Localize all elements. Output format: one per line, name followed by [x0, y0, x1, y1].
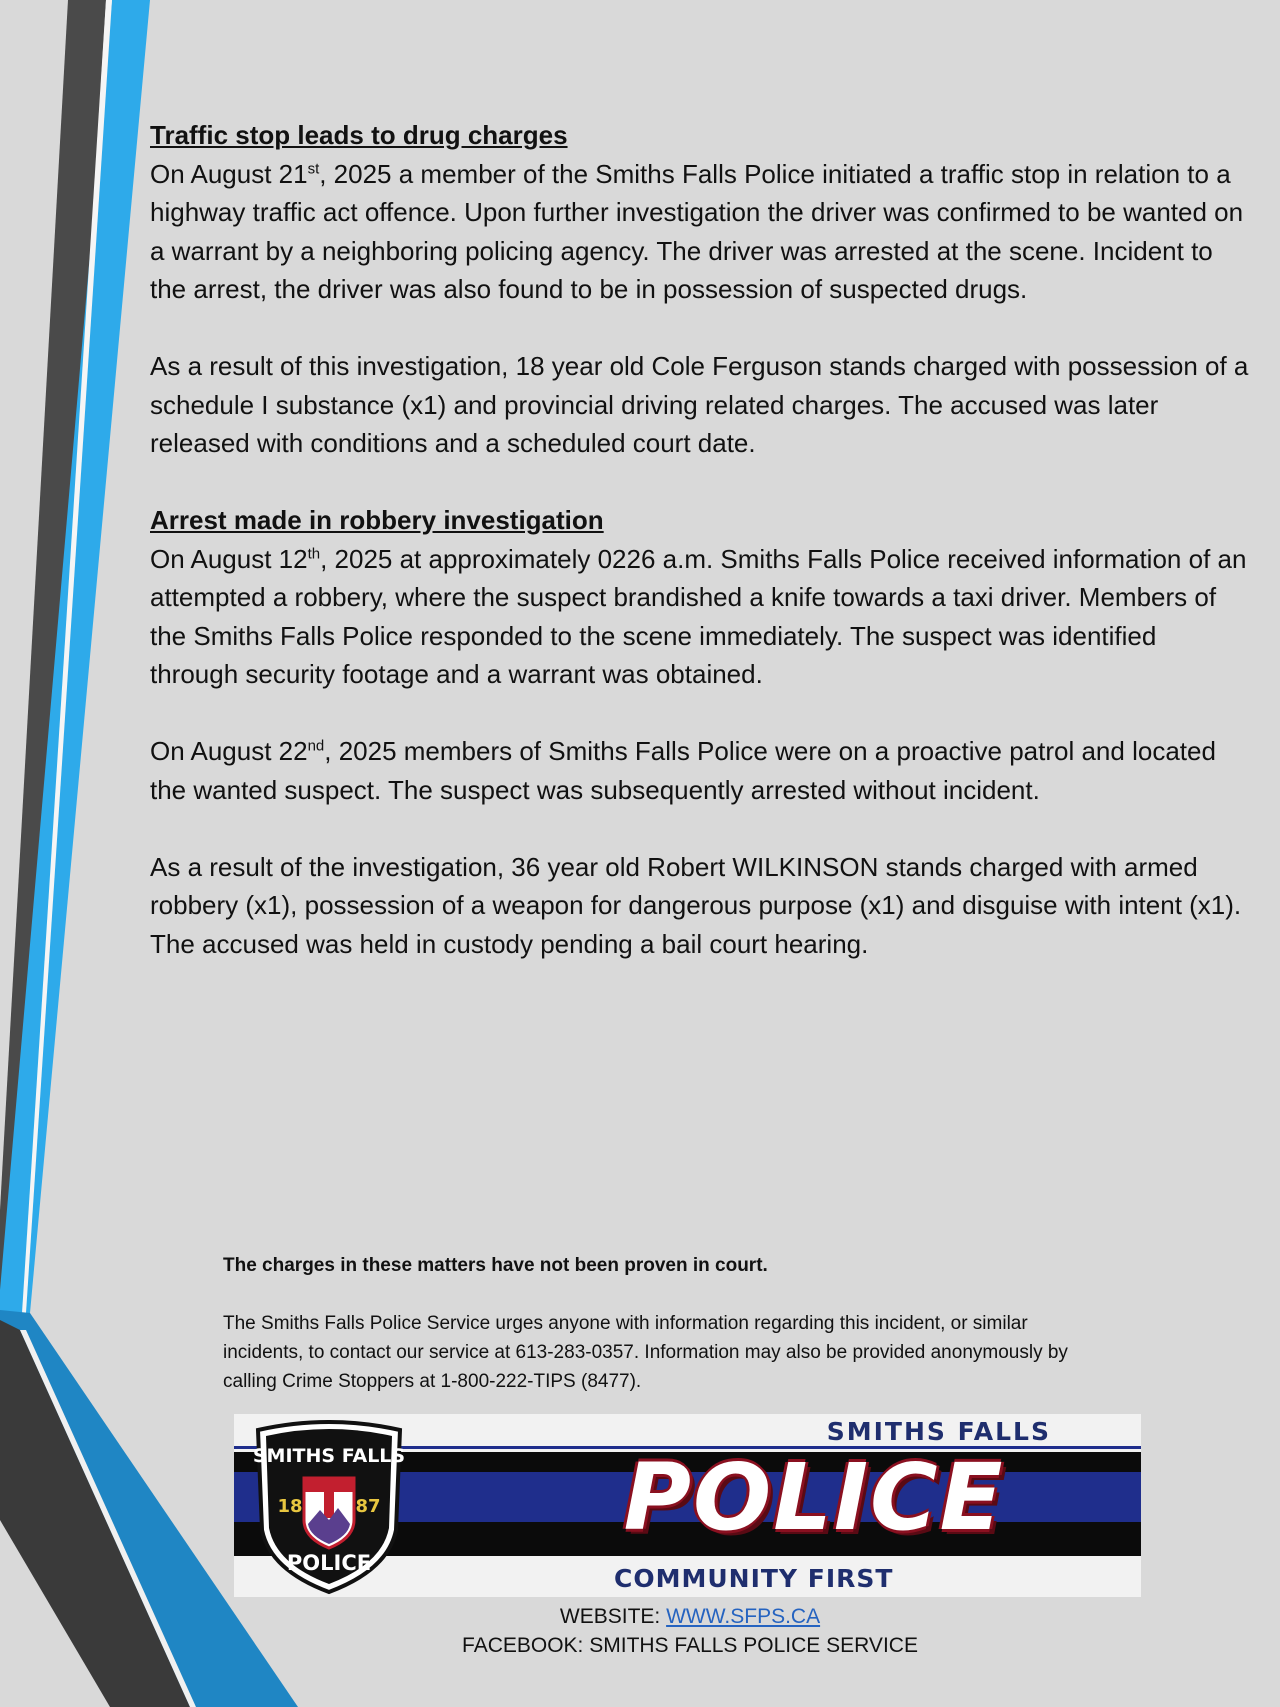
section-robbery-investigation	[150, 501, 1250, 963]
section-traffic-stop	[150, 116, 1250, 463]
police-badge-logo	[248, 1420, 410, 1595]
paragraph: On August 22nd, 2025 members of Smiths Falls Police were on a proactive patrol and located the wanted suspect. The suspect was subsequently arrested without incident.	[150, 736, 1216, 805]
svg-text:18: 18	[277, 1496, 303, 1517]
website-line	[300, 1602, 1080, 1631]
svg-text:POLICE: POLICE	[286, 1551, 372, 1575]
contact-info	[300, 1602, 1080, 1660]
svg-text:SMITHS FALLS: SMITHS FALLS	[252, 1445, 406, 1467]
website-label: WEBSITE:	[559, 1605, 667, 1628]
banner-bottom-text: COMMUNITY FIRST	[614, 1564, 894, 1593]
disclaimer	[223, 1251, 1103, 1396]
section-title: Arrest made in robbery investigation	[150, 505, 604, 535]
paragraph: As a result of this investigation, 18 year old Cole Ferguson stands charged with possession of a schedule I substance (x1) and provincial driving related charges. The accused was later released with conditions and a scheduled court date.	[150, 351, 1249, 458]
facebook-line: FACEBOOK: SMITHS FALLS POLICE SERVICE	[462, 1634, 918, 1657]
banner-main-text: POLICE	[623, 1444, 1005, 1551]
paragraph: On August 21st, 2025 a member of the Smiths Falls Police initiated a traffic stop in relation to a highway traffic act offence. Upon further investigation the driver was confirmed to be wanted on a warrant by a neighboring policing agency. The driver was arrested at the scene. Incident to the arrest, the driver was also found to be in possession of suspected drugs.	[150, 158, 1244, 304]
disclaimer-body: The Smiths Falls Police Service urges anyone with information regarding this incident, or similar incidents, to contact our service at 613-283-0357. Information may also be provided anonymously by calling Crime Stoppers at 1-800-222-TIPS (8477).	[223, 1313, 1068, 1392]
police-banner	[234, 1414, 1141, 1597]
banner-top-text: SMITHS FALLS	[826, 1417, 1051, 1446]
news-article	[150, 116, 1250, 1002]
paragraph: As a result of the investigation, 36 year old Robert WILKINSON stands charged with armed robbery (x1), possession of a weapon for dangerous purpose (x1) and disguise with intent (x1). The accused was held in custody pending a bail court hearing.	[150, 851, 1242, 959]
disclaimer-bold: The charges in these matters have not been proven in court.	[223, 1255, 768, 1276]
paragraph: On August 12th, 2025 at approximately 0226 a.m. Smiths Falls Police received information of an attempted a robbery, where the suspect brandished a knife towards a taxi driver. Members of the Smiths Falls Police responded to the scene immediately. The suspect was identified through security footage and a warrant was obtained.	[150, 543, 1247, 689]
svg-text:87: 87	[355, 1496, 381, 1517]
section-title: Traffic stop leads to drug charges	[150, 120, 568, 150]
website-link[interactable]: WWW.SFPS.CA	[666, 1605, 821, 1628]
